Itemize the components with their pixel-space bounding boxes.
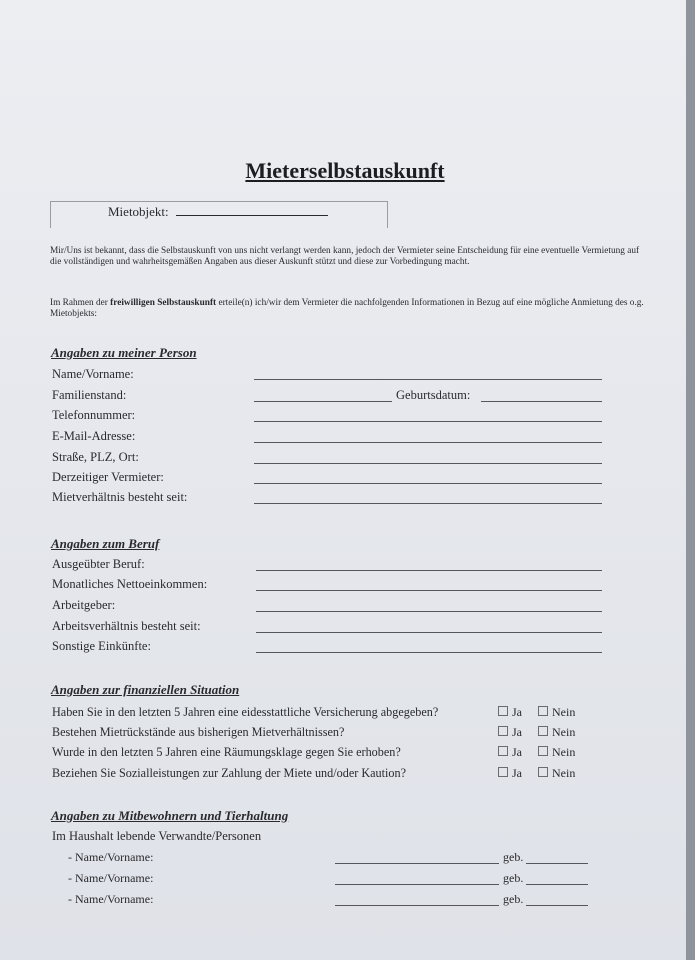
field-row: [0, 367, 686, 387]
mietobjekt-field[interactable]: [176, 215, 328, 216]
birthdate-label: Geburtsdatum:: [396, 388, 471, 402]
field-label: Name/Vorname:: [52, 367, 134, 381]
section-title-finanz: Angaben zur finanziellen Situation: [51, 682, 240, 697]
page-edge-shadow: [686, 0, 695, 960]
intro-p2-before: Im Rahmen der: [50, 298, 111, 308]
field-row: [0, 557, 686, 577]
person-row: [0, 850, 686, 870]
ja-label: Ja: [512, 705, 522, 719]
field-row: [0, 450, 686, 470]
nein-label: Nein: [552, 725, 576, 739]
field-label: Arbeitsverhältnis besteht seit:: [52, 619, 201, 633]
field-row: [0, 408, 686, 428]
person-name-label: - Name/Vorname:: [68, 892, 154, 906]
geb-field[interactable]: [526, 884, 588, 885]
field-label: Telefonnummer:: [52, 408, 136, 422]
geb-label: geb.: [503, 871, 524, 885]
einkuenfte-field[interactable]: [256, 652, 602, 653]
ja-label: Ja: [512, 725, 522, 739]
ja-checkbox[interactable]: [498, 766, 522, 781]
question-row: [0, 705, 686, 725]
geb-field[interactable]: [526, 863, 588, 864]
field-label: Straße, PLZ, Ort:: [52, 450, 139, 464]
field-label: Derzeitiger Vermieter:: [52, 470, 164, 484]
person-row: [0, 892, 686, 912]
field-row: [0, 388, 686, 408]
document-title: Mieterselbstauskunft: [245, 158, 445, 183]
arbeitsverhaeltnis-field[interactable]: [256, 632, 602, 633]
ja-label: Ja: [512, 745, 522, 759]
mitbewohner-subtitle: Im Haushalt lebende Verwandte/Personen: [52, 829, 262, 843]
einkommen-field[interactable]: [256, 590, 602, 591]
field-row: [0, 577, 686, 597]
person-row: [0, 871, 686, 891]
person-name-field[interactable]: [335, 905, 499, 906]
section-title-person: Angaben zu meiner Person: [51, 345, 197, 360]
question-row: [0, 725, 686, 745]
checkbox-square: [498, 726, 508, 736]
checkbox-square: [538, 746, 548, 756]
person-name-label: - Name/Vorname:: [68, 850, 154, 864]
question-text: Beziehen Sie Sozialleistungen zur Zahlung der Miete und/oder Kaution?: [52, 766, 407, 780]
familienstand-field[interactable]: [254, 401, 392, 402]
ja-checkbox[interactable]: [498, 745, 522, 760]
field-label: Sonstige Einkünfte:: [52, 639, 151, 653]
nein-checkbox[interactable]: [538, 766, 575, 781]
person-name-field[interactable]: [335, 884, 499, 885]
question-text: Haben Sie in den letzten 5 Jahren eine eidesstattliche Versicherung abgegeben?: [52, 705, 439, 719]
nein-checkbox[interactable]: [538, 725, 575, 740]
ja-label: Ja: [512, 766, 522, 780]
checkbox-square: [538, 726, 548, 736]
question-row: [0, 766, 686, 786]
arbeitgeber-field[interactable]: [256, 611, 602, 612]
beruf-field[interactable]: [256, 570, 602, 571]
intro-p2-bold: freiwilligen Selbstauskunft: [110, 298, 217, 308]
intro-paragraph-1: Mir/Uns ist bekannt, dass die Selbstauskunft von uns nicht verlangt werden kann, jedoch der Vermieter seine Entscheidung für eine eventuelle Vermietung auf die vollständigen und wahrheitsgemäßen Angaben aus dieser Auskunft stützt und diese zur Vorbedingung macht.: [50, 246, 640, 267]
nein-label: Nein: [552, 745, 576, 759]
intro-paragraph-2: [50, 298, 645, 320]
nein-checkbox[interactable]: [538, 745, 575, 760]
section-title-mitbewohner: Angaben zu Mitbewohnern und Tierhaltung: [51, 808, 289, 823]
question-text: Bestehen Mietrückstände aus bisherigen Mietverhältnissen?: [52, 725, 345, 739]
field-label: Arbeitgeber:: [52, 598, 116, 612]
checkbox-square: [538, 706, 548, 716]
checkbox-square: [498, 767, 508, 777]
name-field[interactable]: [254, 379, 602, 380]
field-label: Monatliches Nettoeinkommen:: [52, 577, 208, 591]
field-row: [0, 619, 686, 639]
vermieter-field[interactable]: [254, 483, 602, 484]
geb-label: geb.: [503, 850, 524, 864]
field-label: Familienstand:: [52, 388, 127, 402]
telefon-field[interactable]: [254, 421, 602, 422]
intro-p2-after: erteile(n) ich/wir dem Vermieter die nachfolgenden Informationen in Bezug auf eine mögliche Anmietung des o.g. Mietobjekts:: [50, 298, 644, 319]
nein-label: Nein: [552, 705, 576, 719]
question-text: Wurde in den letzten 5 Jahren eine Räumungsklage gegen Sie erhoben?: [52, 745, 401, 759]
checkbox-square: [498, 746, 508, 756]
field-label: E-Mail-Adresse:: [52, 429, 136, 443]
field-row: [0, 470, 686, 490]
birthdate-field[interactable]: [481, 401, 602, 402]
address-field[interactable]: [254, 463, 602, 464]
checkbox-square: [538, 767, 548, 777]
subtitle-row: [0, 829, 686, 849]
ja-checkbox[interactable]: [498, 725, 522, 740]
nein-label: Nein: [552, 766, 576, 780]
person-name-label: - Name/Vorname:: [68, 871, 154, 885]
question-row: [0, 745, 686, 765]
geb-field[interactable]: [526, 905, 588, 906]
field-label: Ausgeübter Beruf:: [52, 557, 145, 571]
field-row: [0, 639, 686, 659]
mietverhaeltnis-field[interactable]: [254, 503, 602, 504]
ja-checkbox[interactable]: [498, 705, 522, 720]
geb-label: geb.: [503, 892, 524, 906]
field-row: [0, 490, 686, 510]
field-row: [0, 598, 686, 618]
nein-checkbox[interactable]: [538, 705, 575, 720]
section-title-beruf: Angaben zum Beruf: [51, 536, 160, 551]
person-name-field[interactable]: [335, 863, 499, 864]
email-field[interactable]: [254, 442, 602, 443]
field-row: [0, 429, 686, 449]
field-label: Mietverhältnis besteht seit:: [52, 490, 188, 504]
checkbox-square: [498, 706, 508, 716]
mietobjekt-label: Mietobjekt:: [108, 204, 169, 219]
